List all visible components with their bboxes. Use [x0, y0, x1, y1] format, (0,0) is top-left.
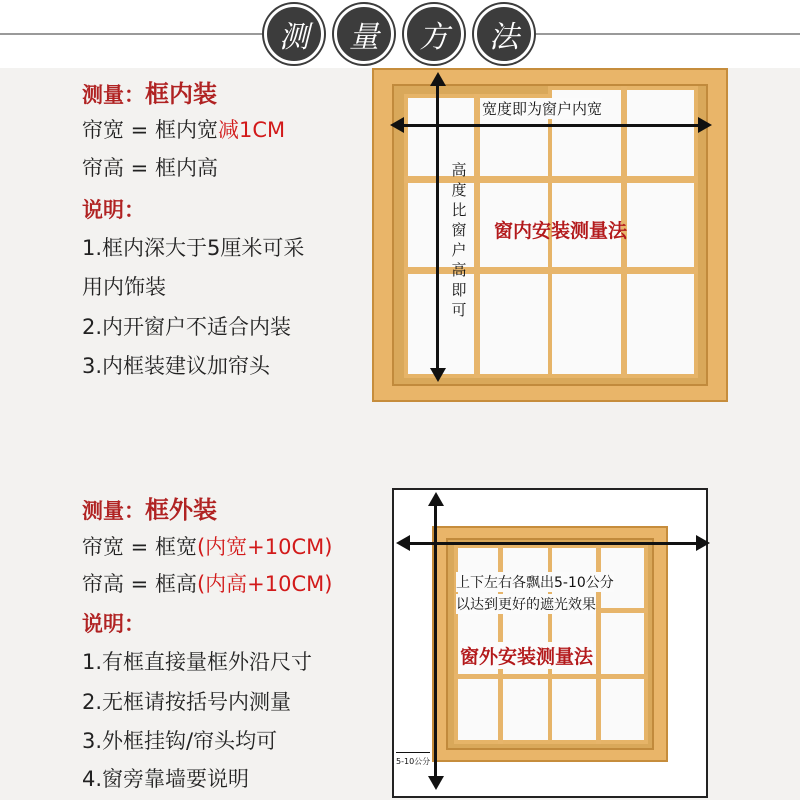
section1-notes-heading: 说明：	[82, 197, 145, 222]
section1-note: 1.框内深大于5厘米可采	[82, 236, 305, 260]
window1-mullion	[474, 94, 480, 378]
window2-gap-arrow	[396, 752, 430, 753]
section2-note: 1.有框直接量框外沿尺寸	[82, 650, 313, 674]
arrowhead-right-icon	[698, 117, 712, 133]
window1-mullion	[404, 176, 552, 183]
section1-width-label: 帘宽 = 框内宽	[82, 118, 218, 142]
section1-heading-type: 框内装	[145, 79, 217, 108]
window1-mullion	[404, 267, 552, 274]
title-char-2: 量	[334, 4, 394, 64]
section1-note: 用内饰装	[82, 275, 166, 299]
section2-width-note: (内宽+10CM)	[196, 535, 333, 559]
section2-height-label: 帘高 = 框高	[82, 572, 197, 596]
window2-gap-label: 5-10公分	[396, 757, 431, 766]
section1-heading-prefix: 测量：	[82, 82, 145, 107]
section2-heading-prefix: 测量：	[82, 498, 145, 523]
window2-overhang-caption-2: 以达到更好的遮光效果	[456, 594, 596, 614]
section1-width-rule	[82, 114, 285, 144]
section2-heading	[82, 490, 217, 525]
title-banner	[0, 0, 800, 68]
window1-height-arrow	[436, 78, 439, 374]
section2-heading-type: 外装	[169, 495, 217, 524]
section1-note: 2.内开窗户不适合内装	[82, 315, 292, 339]
section2-heading-frame: 框	[145, 495, 169, 524]
section1-height-rule: 帘高 = 框内高	[82, 156, 218, 180]
window1-mullion	[548, 176, 698, 183]
arrowhead-down-icon	[428, 776, 444, 790]
window1-width-arrow	[398, 124, 700, 127]
banner-line-left	[0, 33, 270, 35]
window2-overhang-caption-1: 上下左右各飘出5-10公分	[456, 572, 614, 592]
title-char-4: 法	[474, 4, 534, 64]
section2-note: 2.无框请按括号内测量	[82, 690, 292, 714]
window1-method-label: 窗内安装测量法	[494, 220, 628, 242]
title-char-3: 方	[404, 4, 464, 64]
window2-width-arrow	[404, 542, 698, 545]
arrowhead-right-icon	[696, 535, 710, 551]
window1-height-caption: 高度比窗户高即可	[451, 161, 467, 319]
section2-width-label: 帘宽 = 框宽	[82, 535, 197, 559]
section2-note: 3.外框挂钩/帘头均可	[82, 729, 278, 753]
title-char-1: 测	[264, 4, 324, 64]
arrowhead-left-icon	[390, 117, 404, 133]
arrowhead-down-icon	[430, 368, 446, 382]
section2-note: 4.窗旁靠墙要说明	[82, 767, 250, 791]
window2-method-label: 窗外安装测量法	[460, 642, 593, 669]
arrowhead-left-icon	[396, 535, 410, 551]
window1-mullion	[548, 267, 698, 274]
section2-height-rule	[82, 568, 332, 598]
section1-heading	[82, 74, 217, 109]
arrowhead-up-icon	[428, 492, 444, 506]
arrowhead-up-icon	[430, 72, 446, 86]
section1-note: 3.内框装建议加帘头	[82, 354, 271, 378]
window1-width-caption: 宽度即为窗户内宽	[482, 100, 603, 118]
section2-height-note: (内高+10CM)	[196, 572, 333, 596]
banner-line-right	[530, 33, 800, 35]
section1-width-note: 减1CM	[217, 118, 286, 142]
section2-notes-heading: 说明：	[82, 611, 145, 636]
window2-mullion	[454, 674, 648, 679]
section2-width-rule	[82, 531, 332, 561]
window2-height-arrow	[434, 498, 437, 782]
